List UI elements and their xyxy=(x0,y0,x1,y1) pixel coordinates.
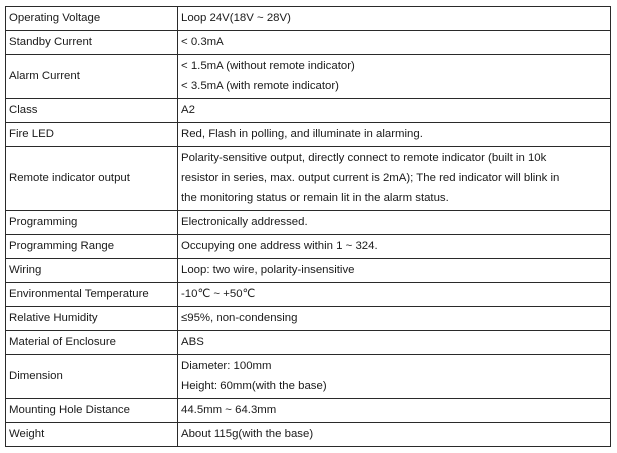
spec-label: Relative Humidity xyxy=(6,307,178,331)
spec-label: Programming Range xyxy=(6,235,178,259)
spec-label: Wiring xyxy=(6,259,178,283)
spec-label: Dimension xyxy=(6,355,178,399)
spec-value-line: About 115g(with the base) xyxy=(181,428,314,440)
spec-value xyxy=(178,331,611,355)
spec-label: Material of Enclosure xyxy=(6,331,178,355)
spec-value-line: Red, Flash in polling, and illuminate in alarming. xyxy=(181,128,423,140)
spec-label: Operating Voltage xyxy=(6,7,178,31)
table-row xyxy=(6,399,611,423)
table-row xyxy=(6,283,611,307)
table-row xyxy=(6,331,611,355)
spec-value-line: Diameter: 100mm xyxy=(181,360,272,372)
spec-value xyxy=(178,399,611,423)
spec-value xyxy=(178,99,611,123)
spec-value-line: Loop: two wire, polarity-insensitive xyxy=(181,264,355,276)
table-row xyxy=(6,31,611,55)
spec-value xyxy=(178,123,611,147)
table-row xyxy=(6,7,611,31)
spec-value xyxy=(178,55,611,99)
spec-label: Fire LED xyxy=(6,123,178,147)
spec-label: Weight xyxy=(6,423,178,447)
spec-value xyxy=(178,7,611,31)
spec-label: Alarm Current xyxy=(6,55,178,99)
spec-value-line: Electronically addressed. xyxy=(181,216,308,228)
table-row xyxy=(6,123,611,147)
spec-value-line: Height: 60mm(with the base) xyxy=(181,380,327,392)
table-row xyxy=(6,211,611,235)
spec-value xyxy=(178,147,611,211)
spec-value-line: resistor in series, max. output current is 2mA); The red indicator will blink in xyxy=(181,172,560,184)
spec-value-line: ABS xyxy=(181,336,204,348)
spec-value-line: < 1.5mA (without remote indicator) xyxy=(181,60,355,72)
spec-label: Mounting Hole Distance xyxy=(6,399,178,423)
spec-label: Class xyxy=(6,99,178,123)
specification-table xyxy=(5,6,611,447)
spec-value xyxy=(178,259,611,283)
specification-table-body xyxy=(6,7,611,447)
spec-value-line: A2 xyxy=(181,104,195,116)
spec-value xyxy=(178,211,611,235)
table-row xyxy=(6,235,611,259)
spec-value-line: -10℃ ~ +50℃ xyxy=(181,288,256,300)
spec-value-line: the monitoring status or remain lit in the alarm status. xyxy=(181,192,449,204)
spec-label: Programming xyxy=(6,211,178,235)
spec-label: Environmental Temperature xyxy=(6,283,178,307)
spec-value-line: Occupying one address within 1 ~ 324. xyxy=(181,240,378,252)
spec-value xyxy=(178,423,611,447)
table-row xyxy=(6,147,611,211)
table-row xyxy=(6,423,611,447)
spec-label: Standby Current xyxy=(6,31,178,55)
table-row xyxy=(6,307,611,331)
spec-value xyxy=(178,31,611,55)
table-row xyxy=(6,55,611,99)
spec-value-line: Polarity-sensitive output, directly connect to remote indicator (built in 10k xyxy=(181,152,547,164)
table-row xyxy=(6,99,611,123)
spec-value-line: < 3.5mA (with remote indicator) xyxy=(181,80,339,92)
spec-value-line: 44.5mm ~ 64.3mm xyxy=(181,404,277,416)
table-row xyxy=(6,259,611,283)
spec-value xyxy=(178,235,611,259)
spec-label: Remote indicator output xyxy=(6,147,178,211)
spec-value-line: < 0.3mA xyxy=(181,36,224,48)
spec-value xyxy=(178,283,611,307)
spec-value xyxy=(178,355,611,399)
spec-value-line: ≤95%, non-condensing xyxy=(181,312,298,324)
spec-value-line: Loop 24V(18V ~ 28V) xyxy=(181,12,291,24)
table-row xyxy=(6,355,611,399)
spec-value xyxy=(178,307,611,331)
